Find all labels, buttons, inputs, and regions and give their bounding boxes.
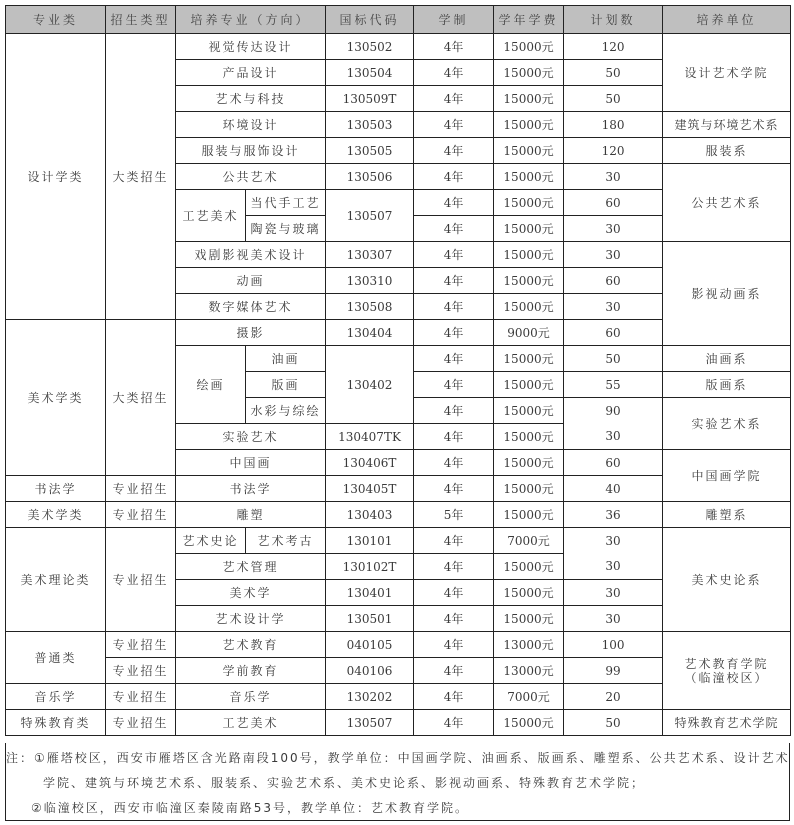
fee-cell: 13000元 [494,632,564,658]
code-cell: 040105 [326,632,414,658]
plan-cell: 30 [564,216,663,242]
major-cell: 音乐学 [176,684,326,710]
code-cell: 130508 [326,294,414,320]
header-duration: 学制 [414,6,494,34]
fee-cell: 15000元 [494,112,564,138]
enroll-type-cell: 大类招生 [106,34,176,320]
fee-cell: 15000元 [494,580,564,606]
note-line-3: ②临潼校区，西安市临潼区秦陵南路53号，教学单位：艺术教育学院。 [31,801,470,815]
duration-cell: 4年 [414,60,494,86]
category-cell: 美术理论类 [6,528,106,632]
plan-cell: 99 [564,658,663,684]
fee-cell: 15000元 [494,450,564,476]
major-cell: 艺术教育 [176,632,326,658]
code-cell: 130507 [326,190,414,242]
enroll-type-cell: 专业招生 [106,502,176,528]
category-cell: 美术学类 [6,502,106,528]
table-row [6,710,791,736]
duration-cell: 4年 [414,632,494,658]
duration-cell: 4年 [414,658,494,684]
plan-cell: 100 [564,632,663,658]
duration-cell: 4年 [414,684,494,710]
header-major: 培养专业（方向） [176,6,326,34]
plan-cell: 50 [564,60,663,86]
fee-cell: 15000元 [494,346,564,372]
fee-cell: 15000元 [494,606,564,632]
major-cell: 书法学 [176,476,326,502]
code-cell: 130501 [326,606,414,632]
plan-cell: 30 [564,528,663,554]
code-cell: 130502 [326,34,414,60]
duration-cell: 4年 [414,606,494,632]
plan-cell: 30 [564,606,663,632]
note-line-2: 学院、建筑与环境艺术系、服装系、实验艺术系、美术史论系、影视动画系、特殊教育艺术学院； [43,776,646,790]
unit-cell: 实验艺术系 [663,398,791,450]
sub-major-cell: 当代手工艺 [246,190,326,216]
duration-cell: 4年 [414,424,494,450]
plan-cell: 36 [564,502,663,528]
footnotes [5,743,790,821]
major-cell: 艺术史论 [176,528,246,554]
major-cell: 数字媒体艺术 [176,294,326,320]
enroll-type-cell: 专业招生 [106,528,176,632]
duration-cell: 4年 [414,164,494,190]
plan-cell: 55 [564,372,663,398]
code-cell: 130405T [326,476,414,502]
code-cell: 130503 [326,112,414,138]
code-cell: 130401 [326,580,414,606]
note-line-1: 注：①雁塔校区，西安市雁塔区含光路南段100号，教学单位：中国画学院、油画系、版画系、雕塑系、公共艺术系、设计艺术 [6,751,790,765]
category-cell: 书法学 [6,476,106,502]
plan-cell: 20 [564,684,663,710]
header-plan: 计划数 [564,6,663,34]
table-row [6,528,791,554]
category-cell: 音乐学 [6,684,106,710]
fee-cell: 15000元 [494,476,564,502]
category-cell: 设计学类 [6,34,106,320]
enroll-type-cell: 专业招生 [106,684,176,710]
code-cell: 040106 [326,658,414,684]
fee-cell: 15000元 [494,190,564,216]
unit-cell: 设计艺术学院 [663,34,791,112]
header-code: 国标代码 [326,6,414,34]
code-cell: 130101 [326,528,414,554]
header-fee: 学年学费 [494,6,564,34]
duration-cell: 4年 [414,450,494,476]
duration-cell: 4年 [414,398,494,424]
duration-cell: 4年 [414,242,494,268]
code-cell: 130506 [326,164,414,190]
plan-cell: 30 [564,554,663,580]
code-cell: 130310 [326,268,414,294]
enroll-type-cell: 专业招生 [106,658,176,684]
duration-cell: 4年 [414,86,494,112]
unit-line-2: （临潼校区） [684,670,769,685]
plan-cell: 50 [564,86,663,112]
table-row [6,34,791,60]
sub-major-cell: 陶瓷与玻璃 [246,216,326,242]
table-row [6,632,791,658]
unit-cell [663,632,791,710]
sub-major-cell: 油画 [246,346,326,372]
fee-cell: 15000元 [494,268,564,294]
duration-cell: 4年 [414,528,494,554]
enroll-type-cell: 专业招生 [106,710,176,736]
code-cell: 130505 [326,138,414,164]
fee-cell: 15000元 [494,294,564,320]
major-cell: 绘画 [176,346,246,424]
duration-cell: 4年 [414,112,494,138]
unit-cell: 美术史论系 [663,528,791,632]
duration-cell: 4年 [414,346,494,372]
unit-cell: 版画系 [663,372,791,398]
duration-cell: 4年 [414,580,494,606]
duration-cell: 5年 [414,502,494,528]
major-cell: 艺术与科技 [176,86,326,112]
fee-cell: 15000元 [494,710,564,736]
fee-cell: 15000元 [494,138,564,164]
code-cell: 130404 [326,320,414,346]
plan-cell: 60 [564,450,663,476]
major-cell: 艺术管理 [176,554,326,580]
fee-cell: 15000元 [494,424,564,450]
code-cell: 130202 [326,684,414,710]
unit-cell: 影视动画系 [663,242,791,346]
duration-cell: 4年 [414,294,494,320]
category-cell: 普通类 [6,632,106,684]
unit-cell: 公共艺术系 [663,164,791,242]
plan-cell: 30 [564,242,663,268]
code-cell: 130402 [326,346,414,424]
fee-cell: 15000元 [494,216,564,242]
major-cell: 学前教育 [176,658,326,684]
plan-cell: 90 [564,398,663,424]
major-cell: 摄影 [176,320,326,346]
code-cell: 130407TK [326,424,414,450]
fee-cell: 13000元 [494,658,564,684]
enroll-type-cell: 大类招生 [106,320,176,476]
plan-cell: 50 [564,346,663,372]
fee-cell: 15000元 [494,372,564,398]
duration-cell: 4年 [414,268,494,294]
major-cell: 环境设计 [176,112,326,138]
fee-cell: 9000元 [494,320,564,346]
enroll-type-cell: 专业招生 [106,632,176,658]
code-cell: 130504 [326,60,414,86]
unit-cell: 中国画学院 [663,450,791,502]
duration-cell: 4年 [414,476,494,502]
major-cell: 戏剧影视美术设计 [176,242,326,268]
fee-cell: 7000元 [494,528,564,554]
plan-cell: 180 [564,112,663,138]
plan-cell: 120 [564,34,663,60]
major-cell: 美术学 [176,580,326,606]
duration-cell: 4年 [414,138,494,164]
unit-cell: 特殊教育艺术学院 [663,710,791,736]
code-cell: 130307 [326,242,414,268]
plan-cell: 60 [564,320,663,346]
plan-cell: 60 [564,190,663,216]
header-unit: 培养单位 [663,6,791,34]
unit-cell: 建筑与环境艺术系 [663,112,791,138]
duration-cell: 4年 [414,710,494,736]
major-cell: 产品设计 [176,60,326,86]
header-enroll-type: 招生类型 [106,6,176,34]
duration-cell: 4年 [414,190,494,216]
plan-cell: 30 [564,294,663,320]
fee-cell: 15000元 [494,398,564,424]
major-cell: 视觉传达设计 [176,34,326,60]
major-cell: 动画 [176,268,326,294]
fee-cell: 15000元 [494,502,564,528]
duration-cell: 4年 [414,554,494,580]
plan-cell: 30 [564,164,663,190]
plan-cell: 60 [564,268,663,294]
major-cell: 工艺美术 [176,710,326,736]
sub-major-cell: 水彩与综绘 [246,398,326,424]
duration-cell: 4年 [414,34,494,60]
admission-plan-table [5,5,791,736]
plan-cell: 30 [564,424,663,450]
header-category: 专业类 [6,6,106,34]
fee-cell: 15000元 [494,242,564,268]
plan-cell: 50 [564,710,663,736]
code-cell: 130507 [326,710,414,736]
sub-major-cell: 艺术考古 [246,528,326,554]
enroll-type-cell: 专业招生 [106,476,176,502]
major-cell: 中国画 [176,450,326,476]
major-cell: 工艺美术 [176,190,246,242]
unit-cell: 服装系 [663,138,791,164]
fee-cell: 15000元 [494,34,564,60]
unit-cell: 雕塑系 [663,502,791,528]
category-cell: 特殊教育类 [6,710,106,736]
category-cell: 美术学类 [6,320,106,476]
code-cell: 130406T [326,450,414,476]
plan-cell: 120 [564,138,663,164]
major-cell: 公共艺术 [176,164,326,190]
table-row [6,502,791,528]
unit-cell: 油画系 [663,346,791,372]
unit-line-1: 艺术教育学院 [684,656,769,671]
code-cell: 130509T [326,86,414,112]
duration-cell: 4年 [414,372,494,398]
major-cell: 实验艺术 [176,424,326,450]
fee-cell: 15000元 [494,164,564,190]
major-cell: 雕塑 [176,502,326,528]
major-cell: 服装与服饰设计 [176,138,326,164]
fee-cell: 15000元 [494,554,564,580]
major-cell: 艺术设计学 [176,606,326,632]
fee-cell: 15000元 [494,60,564,86]
plan-cell: 40 [564,476,663,502]
fee-cell: 7000元 [494,684,564,710]
duration-cell: 4年 [414,216,494,242]
code-cell: 130102T [326,554,414,580]
code-cell: 130403 [326,502,414,528]
fee-cell: 15000元 [494,86,564,112]
plan-cell: 30 [564,580,663,606]
sub-major-cell: 版画 [246,372,326,398]
header-row [6,6,791,34]
duration-cell: 4年 [414,320,494,346]
